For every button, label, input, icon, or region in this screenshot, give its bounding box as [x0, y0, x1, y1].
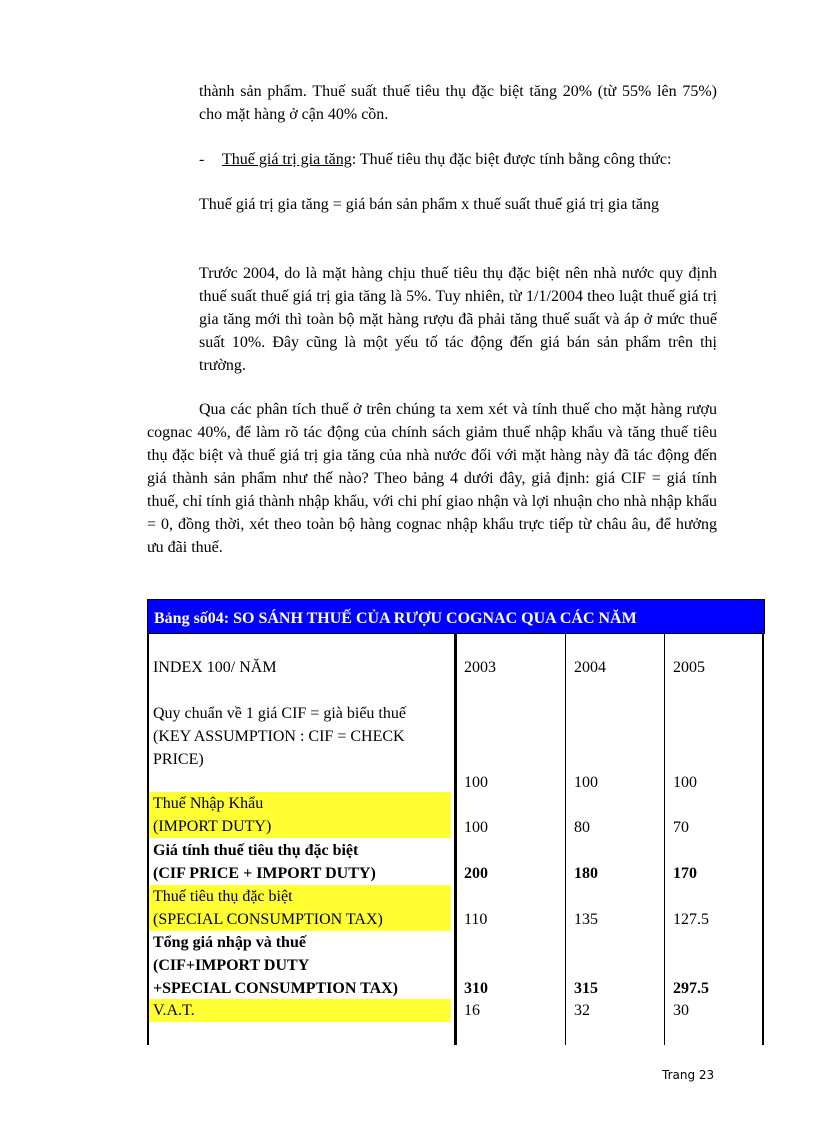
row-import-duty-label [149, 792, 451, 838]
row-cif-2004: 100 [574, 774, 598, 791]
bullet-term: Thuế giá trị gia tăng [222, 151, 352, 168]
row-sct-2003: 110 [464, 911, 488, 928]
row-import-duty-line-2: (IMPORT DUTY) [153, 818, 272, 835]
row-vat-line-1: V.A.T. [153, 1002, 195, 1019]
row-sct-2004: 135 [574, 911, 598, 928]
page-number: Trang 23 [662, 1068, 715, 1082]
row-sct-base-line-2: (CIF PRICE + IMPORT DUTY) [153, 865, 376, 882]
row-vat-2003: 16 [464, 1002, 480, 1019]
table-border-right [762, 633, 764, 1045]
row-sct-base-2005: 170 [673, 865, 697, 882]
vat-formula: Thuế giá trị gia tăng = giá bán sản phẩm x thuế suất thuế giá trị gia tăng [199, 196, 660, 213]
year-2004: 2004 [574, 659, 606, 676]
paragraph-1: thành sản phẩm. Thuế suất thuế tiêu thụ đặc biệt tăng 20% (từ 55% lên 75%) cho mặt hàng ở cận 40% cồn. [199, 83, 717, 123]
row-sct-base-2004: 180 [574, 865, 598, 882]
row-total-line-3: +SPECIAL CONSUMPTION TAX) [153, 980, 398, 997]
tax-comparison-table [147, 599, 765, 1045]
row-sct-label [149, 885, 451, 931]
row-total-line-2: (CIF+IMPORT DUTY [153, 957, 310, 974]
bullet-dash: - [199, 151, 205, 168]
row-total-2003: 310 [464, 980, 488, 997]
row-cif-line-2: (KEY ASSUMPTION : CIF = CHECK [153, 728, 405, 745]
bullet-vat [222, 148, 717, 171]
row-sct-base-line-1: Giá tính thuế tiêu thụ đặc biệt [153, 842, 359, 859]
paragraph-2: Trước 2004, do là mặt hàng chịu thuế tiêu thụ đặc biệt nên nhà nước quy định thuế suất thuế giá trị gia tăng là 5%. Tuy nhiên, từ 1/1/2004 theo luật thuế giá trị gia tăng mới thì toàn bộ mặt hàng rượu đã phải tăng thuế suất và áp ở mức thuế suất 10%. Đây cũng là một yếu tố tác động đến giá bán sản phẩm trên thị trường. [199, 265, 717, 374]
row-total-2004: 315 [574, 980, 598, 997]
year-2005: 2005 [673, 659, 705, 676]
year-2003: 2003 [464, 659, 496, 676]
row-vat-label [149, 999, 451, 1022]
table-title: Bảng số04: SO SÁNH THUẾ CỦA RƯỢU COGNAC QUA CÁC NĂM [154, 610, 637, 627]
row-sct-base-label [153, 839, 453, 885]
row-sct-base-2003: 200 [464, 865, 488, 882]
table-border-left [147, 633, 149, 1045]
row-cif-line-3: PRICE) [153, 751, 204, 768]
table-divider-3 [664, 633, 665, 1045]
row-sct-2005: 127.5 [673, 911, 709, 928]
row-cif-label [153, 702, 449, 771]
bullet-rest: : Thuế tiêu thụ đặc biệt được tính bằng công thức: [351, 151, 672, 168]
row-total-2005: 297.5 [673, 980, 709, 997]
paragraph-3: Qua các phân tích thuế ở trên chúng ta xem xét và tính thuế cho mặt hàng rượu cognac 40%, để làm rõ tác động của chính sách giảm thuế nhập khẩu và tăng thuế tiêu thụ đặc biệt và thuế giá trị gia tăng của nhà nước đối với mặt hàng này đã tác động đến giá thành sản phẩm như thế nào? Theo bảng 4 dưới đây, giả định: giá CIF = giá tính thuế, chỉ tính giá thành nhập khẩu, với chi phí giao nhận và lợi nhuận cho nhà nhập khẩu = 0, đồng thời, xét theo toàn bộ hàng cognac nhập khẩu trực tiếp từ châu âu, để hưởng ưu đãi thuế. [147, 401, 717, 556]
row-vat-2004: 32 [574, 1002, 590, 1019]
row-import-duty-line-1: Thuế Nhập Khẩu [153, 795, 264, 812]
row-cif-2005: 100 [673, 774, 697, 791]
table-divider-2 [565, 633, 566, 1045]
row-vat-2005: 30 [673, 1002, 689, 1019]
table-title-bar [147, 599, 765, 634]
row-import-duty-2005: 70 [673, 819, 689, 836]
row-cif-line-1: Quy chuẩn về 1 giá CIF = già biểu thuế [153, 705, 406, 722]
table-divider-1 [454, 633, 457, 1045]
row-import-duty-2003: 100 [464, 819, 488, 836]
row-cif-2003: 100 [464, 774, 488, 791]
row-total-label [153, 931, 453, 1000]
row-sct-line-1: Thuế tiêu thụ đặc biệt [153, 888, 293, 905]
row-total-line-1: Tổng giá nhập và thuế [153, 934, 306, 951]
index-header-label: INDEX 100/ NĂM [153, 659, 277, 676]
row-import-duty-2004: 80 [574, 819, 590, 836]
row-sct-line-2: (SPECIAL CONSUMPTION TAX) [153, 911, 383, 928]
